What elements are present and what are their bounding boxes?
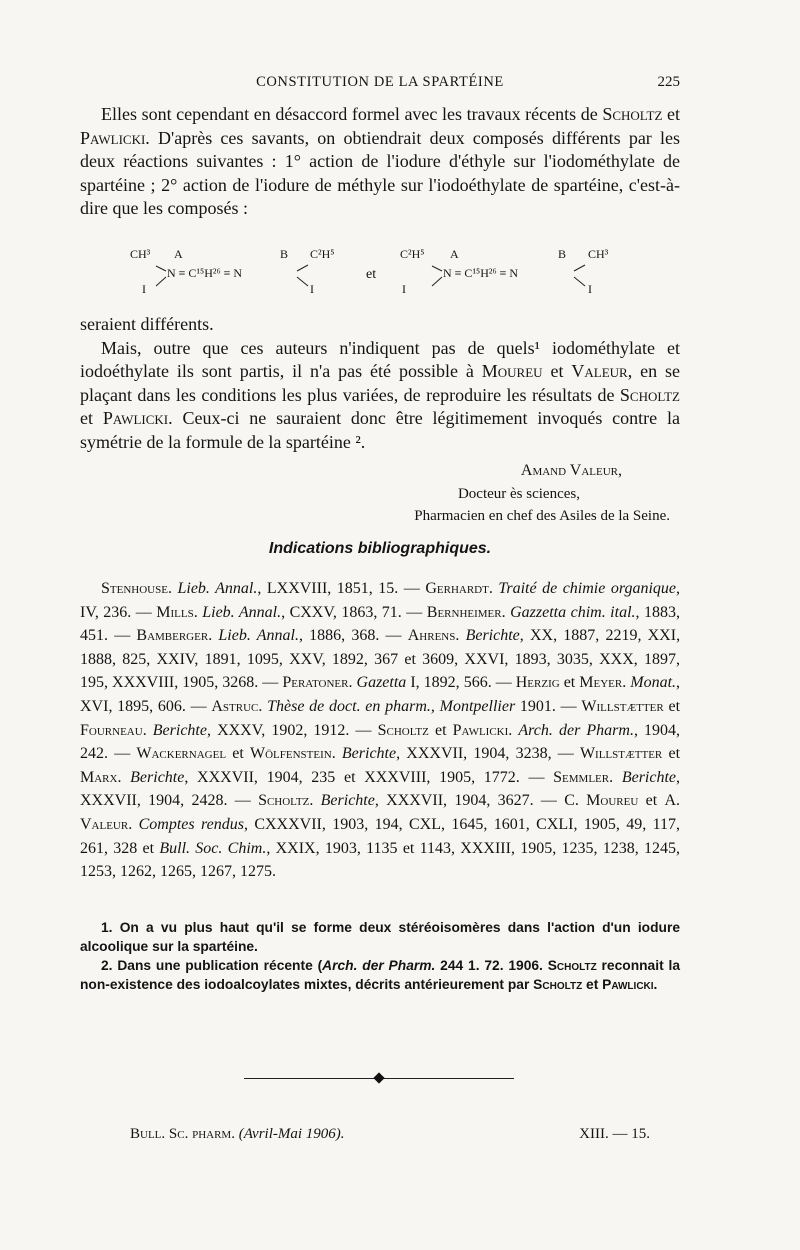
bib-journal: Lieb. Annal. <box>218 627 299 645</box>
formula-left-core: N ≡ C¹⁵H²⁶ ≡ N <box>167 266 243 280</box>
bib-text: I, 1892, 566. — <box>406 674 516 692</box>
intro-text: et <box>662 104 680 124</box>
footnotes <box>80 919 680 995</box>
bib-journal: Gazetta <box>356 674 407 692</box>
author-scholtz: Scholtz <box>619 384 680 405</box>
bib-author: Semmler <box>553 768 610 786</box>
formula-right-ethyl: C²H⁵ <box>400 247 425 261</box>
footnote-2 <box>80 957 680 994</box>
footnote-1: 1. On a vu plus haut qu'il se forme deux stéréoisomères dans l'action d'un iodure alcoolique sur la spartéine. <box>80 920 680 954</box>
signature-position: Pharmacien en chef des Asiles de la Seine. <box>414 508 670 524</box>
intro-text: Elles sont cependant en désaccord formel avec les travaux récents de <box>101 104 603 124</box>
author-pawlicki: Pawlicki <box>102 408 169 429</box>
bib-text: . <box>128 815 139 833</box>
formula-left-ethyl: C²H⁵ <box>310 247 335 261</box>
author-valeur: Valeur <box>571 361 628 382</box>
formula-right-b: B <box>558 247 567 261</box>
author-pawlicki: Pawlicki <box>80 127 146 148</box>
bib-text: , 1883, 451. — <box>80 603 680 645</box>
bib-author: Bamberger <box>136 627 209 645</box>
bib-text: , 1886, 368. — <box>298 627 408 645</box>
bib-text: . <box>331 745 342 763</box>
bib-author: Astruc <box>211 697 259 715</box>
bib-author: Scholtz <box>377 721 429 739</box>
formula-right-iodine-1: I <box>402 282 406 296</box>
footnote-author: Pawlicki <box>602 976 654 992</box>
bib-text: . <box>193 603 203 621</box>
bib-author: Wölfenstein <box>249 745 332 763</box>
bib-author: Meyer <box>579 674 623 692</box>
bib-text: . <box>501 603 511 621</box>
author-scholtz: Scholtz <box>602 104 663 124</box>
outro-text: Mais, outre que ces auteurs n'indiquent pas de quels¹ iodométhylate et iodoéthylate ils sont partis, il n'a pas été possible à <box>80 337 680 382</box>
footer-journal <box>130 1126 345 1143</box>
bib-author: Pawlicki <box>452 721 509 739</box>
footnote-text: 244 1. 72. 1906. <box>435 958 548 974</box>
footer-signature-mark: XIII. — 15. <box>579 1126 650 1142</box>
bib-author: Marx <box>80 768 118 786</box>
bib-text: et <box>428 721 453 739</box>
bib-author: Wackernagel <box>136 745 227 763</box>
formula-left-b: B <box>280 247 289 261</box>
formula-left-iodine-2: I <box>310 282 314 296</box>
bib-journal: Lieb. Annal. <box>177 580 258 597</box>
bib-text: et <box>663 697 681 715</box>
formula-right-a: A <box>450 247 459 261</box>
bib-author: Ahrens <box>407 627 456 645</box>
bib-text: , XVI, 1895, 606. — <box>80 674 681 715</box>
bib-text: et <box>226 745 250 763</box>
bib-text: , XXXVII, 1904, 2428. — <box>80 768 681 810</box>
page-number: 225 <box>657 74 680 90</box>
footer-issue: (Avril-Mai 1906). <box>238 1126 345 1142</box>
formula-conjunction: et <box>366 267 377 282</box>
signature-name: Amand Valeur, <box>520 462 622 479</box>
running-head <box>80 74 680 94</box>
bib-text: . <box>117 768 131 786</box>
bib-text: , XXXV, 1902, 1912. — <box>206 721 378 739</box>
bib-text: . <box>609 768 622 786</box>
bib-text: . <box>622 674 631 692</box>
bib-journal: Comptes rendus <box>138 815 244 833</box>
outro-text: et <box>80 408 103 429</box>
footnote-text: 2. Dans une publication récente ( <box>101 958 323 974</box>
footnote-text: et <box>582 976 603 992</box>
bib-journal: Bull. Soc. Chim. <box>159 839 267 857</box>
page-footer <box>130 1126 650 1146</box>
bib-journal: Gazzetta chim. ital. <box>510 603 636 621</box>
bib-journal: Berichte <box>621 768 677 786</box>
bib-author: Scholtz <box>258 792 310 810</box>
signature-degree: Docteur ès sciences, <box>457 485 580 502</box>
bib-author: Stenhouse <box>101 580 168 597</box>
bib-text: . <box>142 721 153 739</box>
footer-abbrev: Bull. <box>130 1126 166 1142</box>
bib-text: . <box>258 697 268 715</box>
outro-text: . Ceux-ci ne sauraient donc être légitimement invoqués contre la symétrie de la formule de la spartéine ². <box>80 408 680 452</box>
bib-text: , IV, 236. — <box>80 580 681 621</box>
bib-text: . <box>167 580 178 597</box>
formula-left-methyl: CH³ <box>130 247 151 261</box>
bib-text: , XXIX, 1903, 1135 et 1143, XXXIII, 1905, 1235, 1238, 1245, 1253, 1262, 1265, 1267, 1275. <box>80 839 681 881</box>
bib-text: 1901. — <box>515 697 582 715</box>
bibliography-title: Indications bibliographiques. <box>268 540 492 557</box>
bib-journal: Berichte <box>152 721 207 739</box>
signature <box>80 460 670 528</box>
bib-author: Willstætter <box>581 697 664 715</box>
bib-author: Gerhardt <box>425 580 489 597</box>
outro-paragraph <box>80 313 680 455</box>
footer-abbrev: Sc. pharm. <box>168 1126 235 1142</box>
bib-text: , 1904, 242. — <box>80 721 681 763</box>
bib-author: C. Moureu <box>564 792 639 810</box>
bib-author: Herzig <box>515 674 560 692</box>
bib-journal: Berichte <box>130 768 185 786</box>
bib-text: . <box>488 580 499 597</box>
chemical-formula <box>130 248 650 296</box>
bib-text: , LXXVIII, 1851, 15. — <box>257 580 426 597</box>
formula-right-core: N ≡ C¹⁵H²⁶ ≡ N <box>443 266 519 280</box>
bib-author: Mills <box>156 603 194 621</box>
bib-text: . <box>348 674 357 692</box>
bib-text: et <box>559 674 580 692</box>
bib-journal: Berichte <box>341 745 397 763</box>
bib-author: Willstætter <box>579 745 663 763</box>
formula-left-a: A <box>174 247 183 261</box>
footnote-journal: Arch. der Pharm. <box>322 958 436 974</box>
outro-first-line: seraient différents. <box>80 314 214 334</box>
footnote-author: Scholtz <box>547 958 597 974</box>
bib-text: . <box>508 721 519 739</box>
bib-text: , CXXXVII, 1903, 194, CXL, 1645, 1601, CXLI, 1905, 49, 117, 261, 328 et <box>80 815 681 857</box>
bib-journal: Berichte <box>465 627 520 645</box>
bib-journal: Thèse de doct. en pharm., Montpellier <box>267 697 516 715</box>
footnote-author: Scholtz <box>533 976 583 992</box>
bib-journal: Monat. <box>630 674 677 692</box>
bib-author: Peratoner <box>282 674 349 692</box>
formula-right-iodine-2: I <box>588 282 592 296</box>
diamond-ornament-icon <box>373 1072 384 1083</box>
bib-journal: Lieb. Annal. <box>202 603 282 621</box>
footnote-text: . <box>653 976 658 992</box>
outro-text: et <box>542 361 572 382</box>
bib-text: . <box>309 792 321 810</box>
outro-text: , en se plaçant dans les conditions les plus variées, de reproduire les résultats de <box>80 361 680 405</box>
intro-text: . D'après ces savants, on obtiendrait deux composés différents par les deux réactions suivantes : 1° action de l'iodure d'éthyle sur l'iodométhylate de spartéine ; 2° action de l'iodure de méthyle sur l'iodoéthylate de spartéine, c'est-à-dire que les composés : <box>80 127 680 219</box>
bib-journal: Traité de chimie organique <box>498 580 677 597</box>
bib-author: A. Valeur <box>80 792 680 833</box>
bib-text: . <box>208 627 219 645</box>
bibliography <box>80 577 680 884</box>
footnote-text: reconnait la non-existence des iodoalcoylates mixtes, décrits antérieurement par <box>80 958 680 992</box>
bib-journal: Arch. der Pharm. <box>518 721 634 739</box>
bib-text: , XXXVII, 1904, 3238, — <box>396 745 580 763</box>
formula-right-methyl: CH³ <box>588 247 609 261</box>
intro-paragraph <box>80 103 680 221</box>
bib-text: , XXXVII, 1904, 235 et XXXVIII, 1905, 1772. — <box>184 768 554 786</box>
bib-journal: Berichte <box>320 792 375 810</box>
bib-text: , XX, 1887, 2219, XXI, 1888, 825, XXIV, 1891, 1095, XXV, 1892, 367 et 3609, XXVI, 1893, 3035, XXX, 1897, 195, XXXVIII, 1905, 3268. — <box>80 627 681 692</box>
author-moureu: Moureu <box>481 361 543 382</box>
bib-text: et <box>638 792 665 810</box>
bib-author: Fourneau <box>80 721 143 739</box>
bib-text: . <box>455 627 466 645</box>
bib-author: Bernheimer <box>426 603 502 621</box>
bib-text: , XXXVII, 1904, 3627. — <box>374 792 565 810</box>
running-head-title: CONSTITUTION DE LA SPARTÉINE <box>256 74 504 90</box>
bib-text: , CXXV, 1863, 71. — <box>281 603 427 621</box>
bib-text: et <box>662 745 681 763</box>
formula-left-iodine-1: I <box>142 282 146 296</box>
